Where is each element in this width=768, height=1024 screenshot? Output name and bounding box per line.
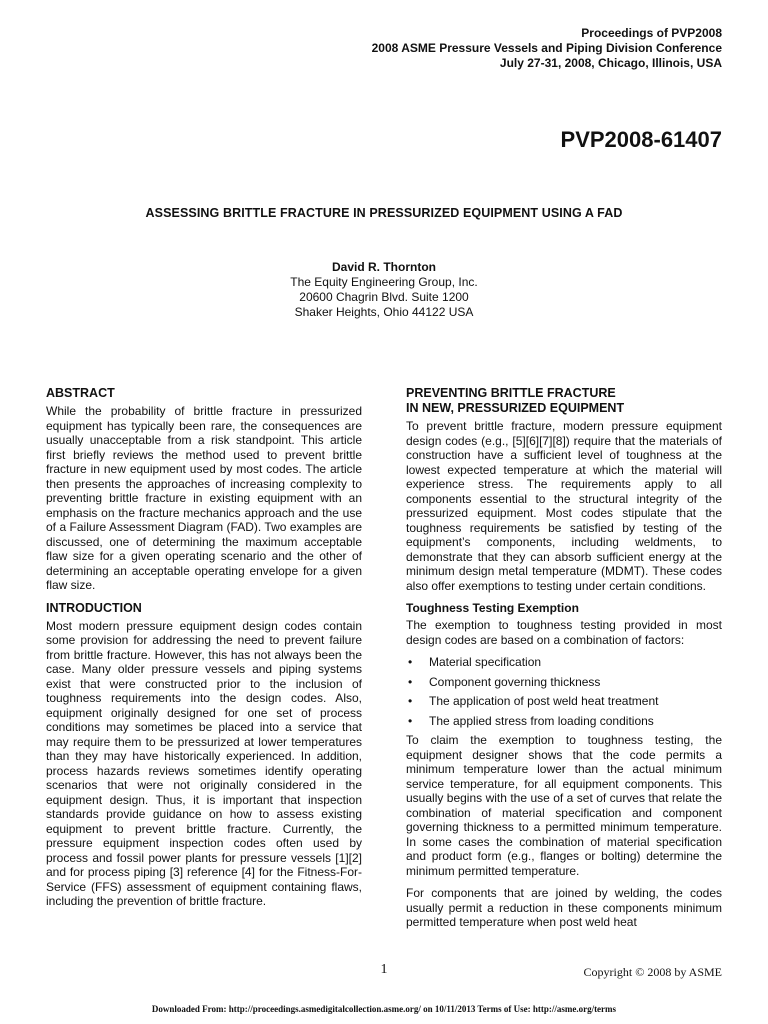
section-paragraph-3: To claim the exemption to toughness testing, the equipment designer shows that the code permits a minimum temperature lower than the actual minimum service temperature, for all equipment components. This usually begins with the use of a set of curves that relate the combination of material specification and component governing thickness to a permitted minimum temperature. In some cases the combination of material specification and product form (e.g., flanges or bolting) determine the minimum permitted temperature. <box>406 733 722 878</box>
factor-list <box>406 655 722 728</box>
download-note: Downloaded From: http://proceedings.asmedigitalcollection.asme.org/ on 10/11/2013 Terms of Use: http://asme.org/terms <box>151 1004 617 1014</box>
author-address-line1: 20600 Chagrin Blvd. Suite 1200 <box>299 290 469 304</box>
list-item <box>406 694 722 709</box>
section-heading-line2: IN NEW, PRESSURIZED EQUIPMENT <box>406 401 625 415</box>
list-item-text: Component governing thickness <box>429 674 601 689</box>
author-name: David R. Thornton <box>332 260 436 274</box>
list-item-text: The application of post weld heat treatment <box>429 694 659 708</box>
proceedings-line: Proceedings of PVP2008 <box>581 26 722 40</box>
introduction-heading: INTRODUCTION <box>46 600 142 615</box>
conference-name: 2008 ASME Pressure Vessels and Piping Division Conference <box>371 41 722 55</box>
bullet-icon: • <box>408 674 413 689</box>
introduction-text: Most modern pressure equipment design codes contain some provision for addressing the need to prevent failure from brittle fracture. However, this has not always been the case. Many older pressure vessels and piping systems exist that were constructed prior to the inclusion of toughness requirements into the design codes. Also, equipment originally designed for one set of process conditions may sometimes be placed into a service that may require them to be pressurized at lower temperatures than they may have historically experienced. In addition, process hazards reviews sometimes identify operating scenarios that were not originally considered in the equipment design. Thus, it is important that inspection standards provide guidance on how to assess existing equipment to prevent brittle fracture. Currently, the pressure equipment inspection codes often used by process and fossil power plants for pressure vessels [1][2] and for process piping [3] reference [4] for the Fitness-For-Service (FFS) assessment of equipment containing flaws, including the prevention of brittle fracture. <box>46 618 362 908</box>
section-heading <box>406 386 722 416</box>
section-paragraph-2: The exemption to toughness testing provided in most design codes are based on a combination of factors: <box>406 618 722 647</box>
list-item <box>406 675 722 690</box>
author-address-line2: Shaker Heights, Ohio 44122 USA <box>294 305 474 319</box>
left-column <box>46 386 362 917</box>
abstract-text: While the probability of brittle fracture in pressurized equipment has typically been rare, the consequences are usually unacceptable from a risk standpoint. This article first briefly reviews the method used to prevent brittle fracture in new equipment used by most codes. The article then presents the approaches of increasing complexity to preventing brittle fracture in existing equipment with an emphasis on the fracture mechanics approach and the use of a Failure Assessment Diagram (FAD). Two examples are discussed, one of determining the maximum acceptable flaw size for a given operating scenario and the other of determining an acceptable operating envelope for a given flaw size. <box>46 404 362 592</box>
paper-title: ASSESSING BRITTLE FRACTURE IN PRESSURIZED EQUIPMENT USING A FAD <box>145 206 623 220</box>
page-number: 1 <box>380 962 388 977</box>
section-paragraph-1: To prevent brittle fracture, modern pressure equipment design codes (e.g., [5][6][7][8]) require that the materials of construction have a sufficient level of toughness at the lowest expected temperature at which the material will experience stress. The requirements apply to all components essential to the structural integrity of the pressurized equipment. Most codes stipulate that the toughness requirements be satisfied by testing of the equipment’s components, including weldments, to demonstrate that they can absorb sufficient energy at the minimum design metal temperature (MDMT). These codes also offer exemptions to testing under certain conditions. <box>406 419 722 593</box>
copyright-notice: Copyright © 2008 by ASME <box>583 965 722 979</box>
conference-header <box>372 26 722 71</box>
author-affiliation: The Equity Engineering Group, Inc. <box>290 275 478 289</box>
list-item-text: Material specification <box>429 655 542 669</box>
author-block <box>0 260 768 320</box>
abstract-heading: ABSTRACT <box>46 386 115 400</box>
section-heading-line1: PREVENTING BRITTLE FRACTURE <box>406 386 616 400</box>
paper-id: PVP2008-61407 <box>560 127 722 152</box>
bullet-icon: • <box>408 655 413 669</box>
list-item <box>406 714 722 729</box>
conference-date-location: July 27-31, 2008, Chicago, Illinois, USA <box>499 56 722 70</box>
right-column <box>406 386 722 938</box>
section-paragraph-4: For components that are joined by welding, the codes usually permit a reduction in these components minimum permitted temperature when post weld heat <box>406 886 722 929</box>
bullet-icon: • <box>408 694 413 708</box>
list-item <box>406 655 722 670</box>
subsection-heading: Toughness Testing Exemption <box>406 601 579 615</box>
list-item-text: The applied stress from loading conditions <box>429 713 654 728</box>
bullet-icon: • <box>408 713 413 728</box>
